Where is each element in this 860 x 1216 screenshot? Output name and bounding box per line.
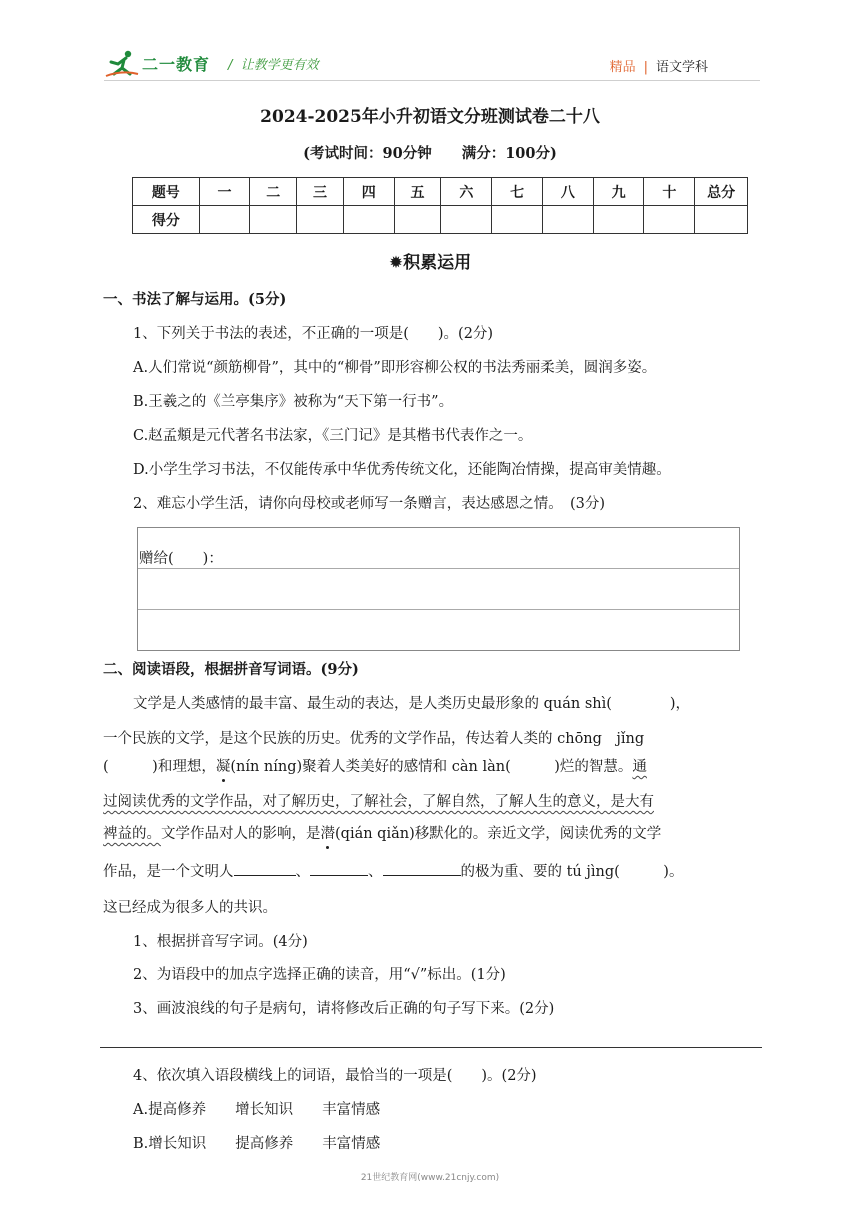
fill-blank[interactable] <box>310 861 368 876</box>
exam-info <box>0 142 860 163</box>
passage-line-5 <box>103 822 763 843</box>
score-input-cell[interactable] <box>343 206 394 234</box>
gift-message-box[interactable] <box>137 527 740 651</box>
passage-line-3 <box>103 755 763 776</box>
slogan-text: 让教学更有效 <box>240 58 319 73</box>
part2-question-2: 2、为语段中的加点字选择正确的读音，用“√”标出。(1分) <box>133 967 506 983</box>
fill-blank[interactable] <box>234 861 296 876</box>
score-table-header-cell: 八 <box>542 178 593 206</box>
passage-text: ( )和理想， <box>103 759 216 775</box>
header-divider <box>104 80 760 81</box>
brand-logo-text: 二一教育 <box>142 55 211 74</box>
blank-separator: 、 <box>368 864 383 880</box>
subject-tag: 语文学科 <box>655 60 708 75</box>
score-table-header-row <box>133 178 748 206</box>
premium-tag: 精品 <box>609 60 636 75</box>
score-input-cell[interactable] <box>695 206 748 234</box>
score-input-cell[interactable] <box>441 206 492 234</box>
score-input-cell[interactable] <box>199 206 250 234</box>
score-table-score-row <box>133 206 748 234</box>
part1-option-c: C.赵孟頫是元代著名书法家，《三门记》是其楷书代表作之一。 <box>133 428 533 444</box>
score-table-header-cell: 九 <box>593 178 644 206</box>
exam-title: 2024-2025年小升初语文分班测试卷二十八 <box>260 107 600 127</box>
slogan <box>228 54 319 73</box>
part1-option-a: A.人们常说“颜筋柳骨”，其中的“柳骨”即形容柳公权的书法秀丽柔美，圆润多姿。 <box>133 360 657 376</box>
part2-option-b: B.增长知识 提高修养 丰富情感 <box>133 1136 381 1152</box>
score-input-cell[interactable] <box>593 206 644 234</box>
blank-separator: 、 <box>295 864 310 880</box>
part2-question-3: 3、画波浪线的句子是病句，请将修改后正确的句子写下来。(2分) <box>133 1001 555 1017</box>
score-input-cell[interactable] <box>492 206 543 234</box>
dotted-character: 潜 <box>321 822 336 843</box>
runner-logo-icon <box>104 50 140 78</box>
score-table-header-cell: 十 <box>644 178 695 206</box>
passage-text: (qián qiǎn)移默化的。亲近文学，阅读优秀的文学 <box>335 826 662 842</box>
score-table <box>132 177 748 234</box>
passage-line-4 <box>103 790 763 811</box>
score-table-header-cell: 七 <box>492 178 543 206</box>
score-table-header-cell: 六 <box>441 178 492 206</box>
slogan-separator: / <box>228 58 233 73</box>
tag-separator: | <box>643 60 648 75</box>
score-table-header-cell: 三 <box>297 178 344 206</box>
section-heading: ✹积累运用 <box>388 253 472 273</box>
page-footer: 21世纪教育网(www.21cnjy.com) <box>360 1173 500 1183</box>
wavy-sentence: 通 <box>632 759 647 775</box>
score-input-cell[interactable] <box>394 206 441 234</box>
score-table-header-cell: 五 <box>394 178 441 206</box>
passage-text: 作品，是一个文明人 <box>103 864 234 880</box>
passage-line-6 <box>103 860 763 881</box>
score-input-cell[interactable] <box>644 206 695 234</box>
gift-line <box>138 609 739 610</box>
wavy-sentence: 裨益的。 <box>103 826 161 842</box>
dotted-character: 凝 <box>216 755 231 776</box>
part1-option-d: D.小学生学习书法，不仅能传承中华优秀传统文化，还能陶冶情操，提高审美情趣。 <box>133 462 671 478</box>
part1-heading: 一、书法了解与运用。(5分) <box>103 291 287 308</box>
part1-option-b: B.王羲之的《兰亭集序》被称为“天下第一行书”。 <box>133 394 454 410</box>
passage-text: (nín níng)聚着人类美好的感情和 càn làn( )烂的智慧。 <box>230 759 633 775</box>
passage-line-1: 文学是人类感情的最丰富、最生动的表达，是人类历史最形象的 quán shì( )， <box>133 696 691 712</box>
passage-line-7: 这已经成为很多人的共识。 <box>103 900 277 916</box>
gift-line <box>138 568 739 569</box>
header-tags <box>610 56 708 75</box>
score-table-label-cell: 得分 <box>133 206 200 234</box>
score-table-header-cell: 一 <box>199 178 250 206</box>
score-table-header-cell: 四 <box>343 178 394 206</box>
passage-text: 文学作品对人的影响，是 <box>161 826 321 842</box>
score-input-cell[interactable] <box>542 206 593 234</box>
exam-full-score: 满分：100分) <box>461 145 557 162</box>
score-table-header-cell: 总分 <box>695 178 748 206</box>
passage-text: 的极为重、要的 tú jìng( )。 <box>460 864 684 880</box>
part2-question-1: 1、根据拼音写字词。(4分) <box>133 934 308 950</box>
part2-question-4: 4、依次填入语段横线上的词语，最恰当的一项是( )。(2分) <box>133 1068 537 1084</box>
part2-option-a: A.提高修养 增长知识 丰富情感 <box>133 1102 381 1118</box>
answer-line[interactable] <box>100 1047 762 1048</box>
gift-label: 赠给( )： <box>139 551 223 567</box>
exam-time: (考试时间：90分钟 <box>303 145 432 162</box>
score-input-cell[interactable] <box>250 206 297 234</box>
part1-question-2: 2、难忘小学生活，请你向母校或老师写一条赠言，表达感恩之情。 (3分) <box>133 496 606 512</box>
part1-question-1: 1、下列关于书法的表述，不正确的一项是( )。(2分) <box>133 326 494 342</box>
passage-line-2: 一个民族的文学，是这个民族的历史。优秀的文学作品，传达着人类的 chōng jǐng <box>103 731 645 747</box>
part2-heading: 二、阅读语段，根据拼音写词语。(9分) <box>103 661 359 678</box>
score-input-cell[interactable] <box>297 206 344 234</box>
score-table-label-cell: 题号 <box>133 178 200 206</box>
fill-blank[interactable] <box>383 861 461 876</box>
wavy-sentence: 过阅读优秀的文学作品，对了解历史，了解社会，了解自然，了解人生的意义，是大有 <box>103 794 654 810</box>
score-table-header-cell: 二 <box>250 178 297 206</box>
